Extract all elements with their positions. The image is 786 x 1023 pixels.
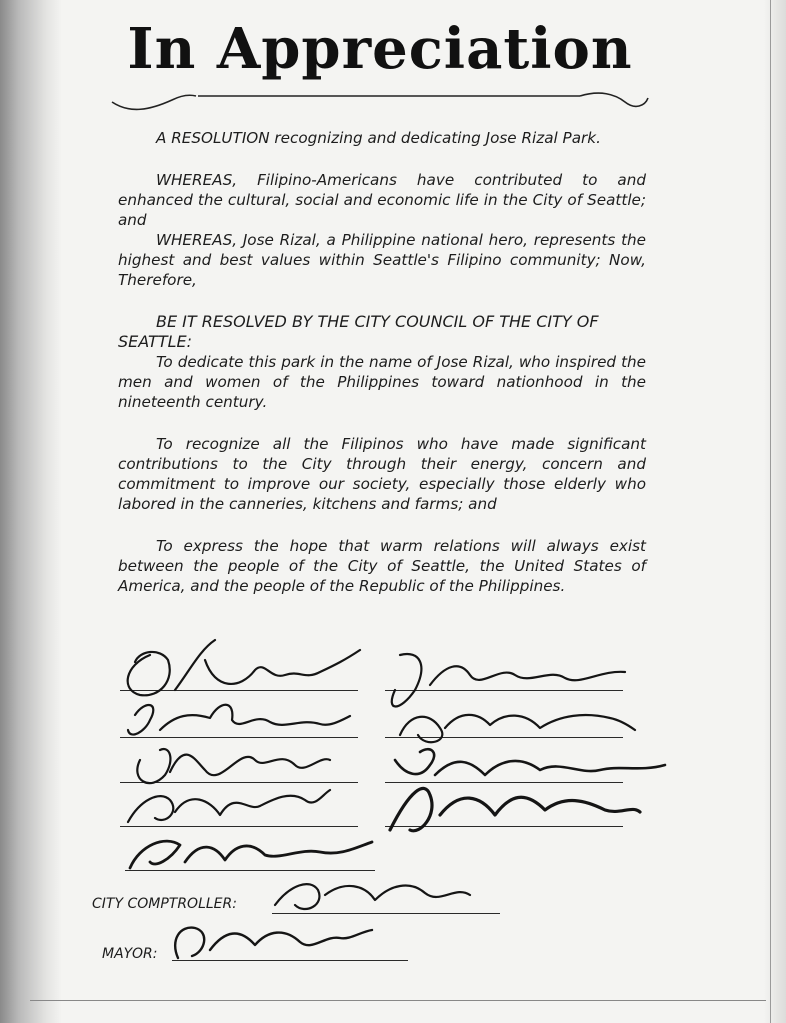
signature-line	[272, 913, 500, 914]
resolved-heading: BE IT RESOLVED BY THE CITY COUNCIL OF THE CITY OF SEATTLE:	[118, 312, 599, 351]
resolved-paragraph-1: To dedicate this park in the name of Jose Rizal, who inspired the men and women of the Philippines toward nationhood in the nineteenth century.	[118, 353, 646, 411]
signature-comptroller	[275, 884, 470, 909]
resolved-paragraph-3: To express the hope that warm relations will always exist between the people of the City of Seattle, the United States of America, and the people of the Republic of the Philippines.	[118, 537, 646, 595]
signature-council-1	[128, 640, 360, 695]
signature-line	[120, 737, 358, 738]
resolution-intro: A RESOLUTION recognizing and dedicating Jose Rizal Park.	[156, 129, 601, 147]
signature-mayor	[175, 928, 372, 958]
signature-council-4	[128, 790, 330, 822]
whereas-paragraph-2: WHEREAS, Jose Rizal, a Philippine national hero, represents the highest and best values within Seattle's Filipino community; Now, Therefore,	[118, 231, 646, 289]
signature-council-8	[395, 749, 665, 775]
signature-council-9	[390, 788, 640, 830]
signature-line	[120, 690, 358, 691]
signature-line	[385, 737, 623, 738]
mayor-label: MAYOR:	[102, 946, 158, 962]
signature-line	[120, 826, 358, 827]
page-spine-shadow	[0, 0, 62, 1023]
title-block	[110, 10, 650, 120]
signature-line	[385, 782, 623, 783]
whereas-paragraph-1: WHEREAS, Filipino-Americans have contributed to and enhanced the cultural, social and economic life in the City of Seattle; and	[118, 171, 646, 229]
page-right-edge	[764, 0, 786, 1023]
page-bottom-edge	[30, 1000, 766, 1001]
signature-council-5	[130, 841, 372, 868]
signature-council-3	[137, 749, 330, 783]
signature-line	[125, 870, 375, 871]
signature-council-7	[400, 715, 635, 742]
signature-line	[120, 782, 358, 783]
signature-line	[385, 826, 623, 827]
signature-line	[385, 690, 623, 691]
page-title: In Appreciation	[127, 16, 633, 82]
signature-line	[172, 960, 408, 961]
signature-council-6	[392, 654, 625, 706]
resolved-paragraph-2: To recognize all the Filipinos who have made significant contributions to the City through their energy, concern and commitment to improve our society, especially those elderly who labored in the canneries, kitchens and farms; and	[118, 435, 646, 513]
comptroller-label: CITY COMPTROLLER:	[92, 896, 237, 912]
signature-council-2	[128, 705, 350, 735]
resolution-body	[118, 128, 646, 596]
